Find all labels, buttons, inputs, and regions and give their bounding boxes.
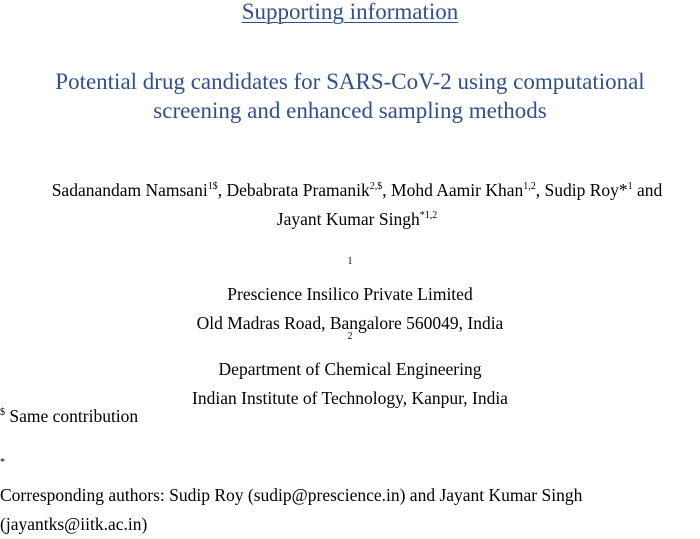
same-contribution-note — [0, 402, 138, 431]
paper-title-line-2: screening and enhanced sampling methods — [153, 98, 547, 123]
affiliation-address: Indian Institute of Technology, Kanpur, India — [192, 388, 508, 408]
author-separator: , — [217, 180, 227, 200]
author-list — [14, 176, 700, 234]
corresponding-authors-text: Corresponding authors: Sudip Roy (sudip@prescience.in) and Jayant Kumar Singh — [0, 485, 583, 505]
affiliation-name: Department of Chemical Engineering — [218, 359, 482, 379]
author-affiliation-marker: 2,$ — [369, 181, 383, 192]
author-name: Mohd Aamir Khan — [391, 180, 524, 200]
paper-title — [0, 67, 700, 125]
same-contribution-marker: $ — [0, 407, 5, 418]
affiliation-name: Prescience Insilico Private Limited — [227, 284, 473, 304]
affiliation-address: Old Madras Road, Bangalore 560049, India — [196, 313, 504, 333]
author-name: Sudip Roy* — [544, 180, 628, 200]
affiliation-2 — [0, 326, 700, 413]
author-affiliation-marker: 1 — [627, 181, 633, 192]
author-affiliation-marker: 1,2 — [523, 181, 536, 192]
corresponding-authors-note — [0, 452, 582, 539]
author-line-2 — [14, 205, 700, 234]
affiliation-marker: 2 — [347, 331, 353, 342]
author-separator: , — [535, 180, 545, 200]
author-line-1 — [14, 176, 700, 205]
author-affiliation-marker: *1,2 — [419, 210, 438, 221]
paper-title-line-1: Potential drug candidates for SARS-CoV-2 using computational — [55, 69, 645, 94]
affiliation-marker: 1 — [347, 256, 353, 267]
author-separator: , — [382, 180, 392, 200]
author-name: Jayant Kumar Singh — [276, 209, 420, 229]
affiliation-1 — [0, 251, 700, 338]
author-name: Sadanandam Namsani — [51, 180, 208, 200]
same-contribution-text: Same contribution — [5, 406, 139, 426]
author-separator: and — [632, 180, 663, 200]
corresponding-marker: * — [0, 457, 5, 468]
corresponding-email: (jayantks@iitk.ac.in) — [0, 514, 148, 534]
author-name: Debabrata Pramanik — [226, 180, 370, 200]
author-affiliation-marker: 1$ — [207, 181, 218, 192]
supporting-information-heading: Supporting information — [241, 0, 459, 24]
